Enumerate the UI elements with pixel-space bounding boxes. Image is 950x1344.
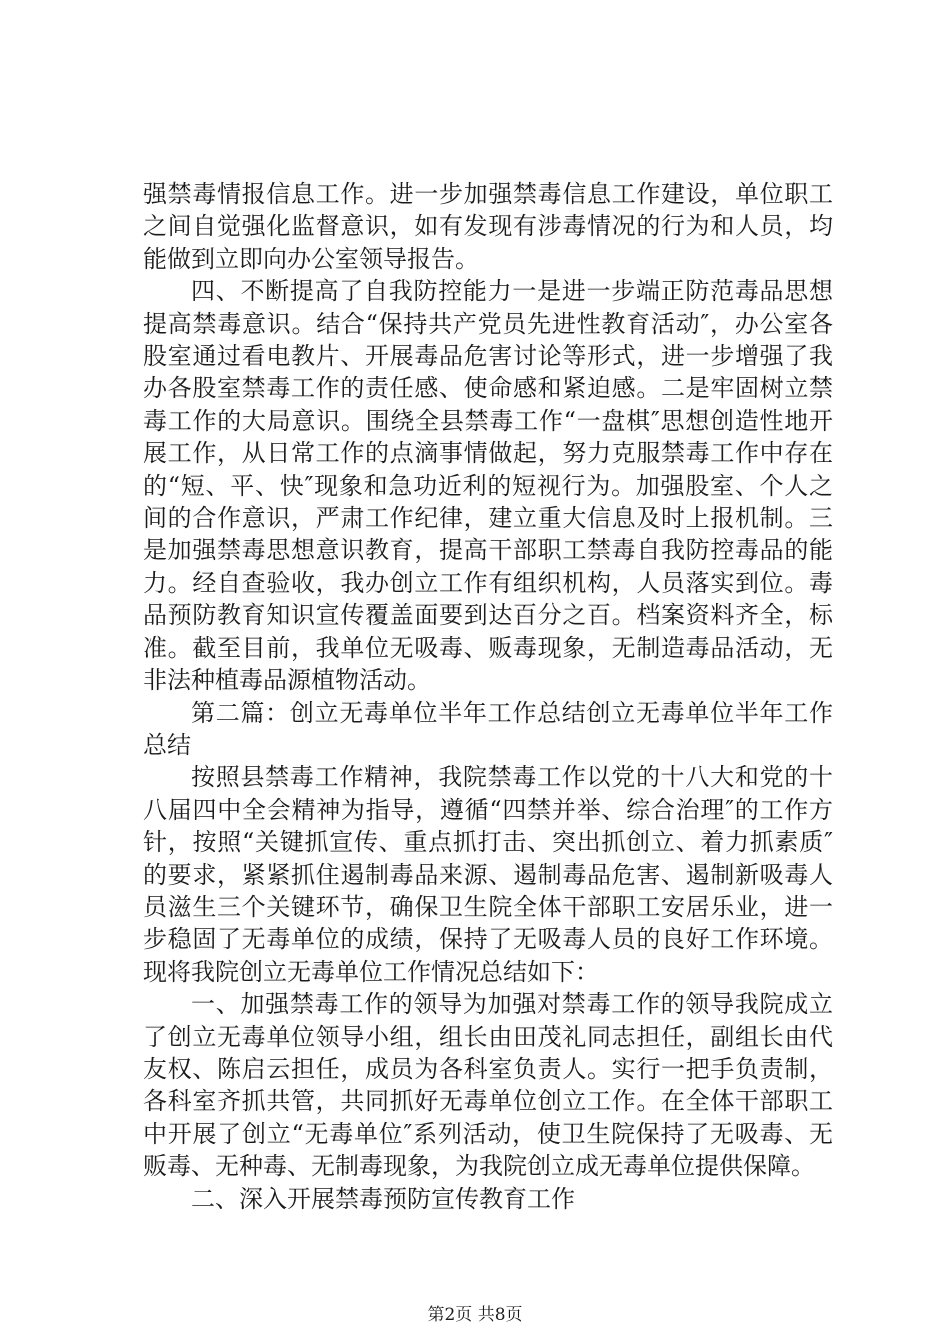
paragraph: 强禁毒情报信息工作。进一步加强禁毒信息工作建设，单位职工之间自觉强化监督意识，如有发现有涉毒情况的行为和人员，均能做到立即向办公室领导报告。 [143,180,833,273]
document-body [143,178,833,1215]
paragraph: 按照县禁毒工作精神，我院禁毒工作以党的十八大和党的十八届四中全会精神为指导，遵循“四禁并举、综合治理″的工作方针，按照“关键抓宣传、重点抓打击、突出抓创立、着力抓素质″的要求，紧紧抓住遏制毒品来源、遏制毒品危害、遏制新吸毒人员滋生三个关键环节，确保卫生院全体干部职工安居乐业，进一步稳固了无毒单位的成绩，保持了无吸毒人员的良好工作环境。现将我院创立无毒单位工作情况总结如下： [143,763,833,986]
paragraph: 四、不断提高了自我防控能力一是进一步端正防范毒品思想提高禁毒意识。结合“保持共产党员先进性教育活动″，办公室各股室通过看电教片、开展毒品危害讨论等形式，进一步增强了我办各股室禁毒工作的责任感、使命感和紧迫感。二是牢固树立禁毒工作的大局意识。围绕全县禁毒工作“一盘棋″思想创造性地开展工作，从日常工作的点滴事情做起，努力克服禁毒工作中存在的“短、平、快″现象和急功近利的短视行为。加强股室、个人之间的合作意识，严肃工作纪律，建立重大信息及时上报机制。三是加强禁毒思想意识教育，提高干部职工禁毒自我防控毒品的能力。经自查验收，我办创立工作有组织机构，人员落实到位。毒品预防教育知识宣传覆盖面要到达百分之百。档案资料齐全，标准。截至目前，我单位无吸毒、贩毒现象，无制造毒品活动，无非法种植毒品源植物活动。 [143,277,833,695]
paragraph: 一、加强禁毒工作的领导为加强对禁毒工作的领导我院成立了创立无毒单位领导小组，组长由田茂礼同志担任，副组长由代友权、陈启云担任，成员为各科室负责人。实行一把手负责制，各科室齐抓共管，共同抓好无毒单位创立工作。在全体干部职工中开展了创立“无毒单位″系列活动，使卫生院保持了无吸毒、无贩毒、无种毒、无制毒现象，为我院创立成无毒单位提供保障。 [143,990,833,1181]
paragraph: 二、深入开展禁毒预防宣传教育工作 [191,1184,575,1213]
page-number: 第2页 共8页 [427,1305,523,1325]
section-heading: 第二篇：创立无毒单位半年工作总结创立无毒单位半年工作总结 [143,698,833,759]
